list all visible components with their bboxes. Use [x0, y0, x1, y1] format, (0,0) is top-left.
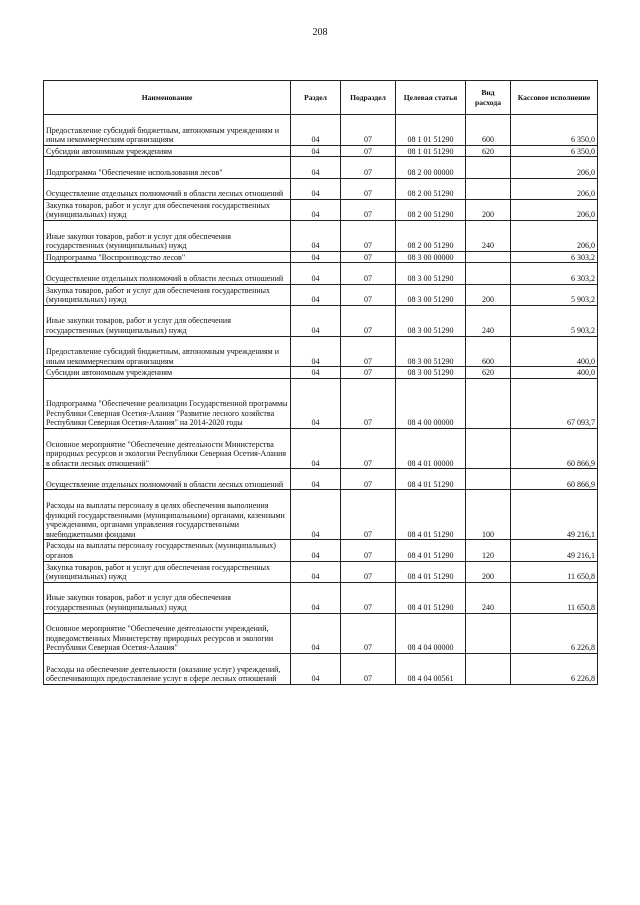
cell-cash: 11 650,8	[511, 582, 598, 613]
cell-expense: 240	[466, 582, 511, 613]
table-row	[44, 305, 598, 336]
cell-subsection: 07	[341, 582, 396, 613]
cell-subsection: 07	[341, 199, 396, 220]
cell-cash: 206,0	[511, 199, 598, 220]
table-row	[44, 367, 598, 379]
cell-section: 04	[291, 284, 341, 305]
cell-cash: 6 350,0	[511, 115, 598, 146]
cell-section: 04	[291, 490, 341, 540]
cell-subsection: 07	[341, 305, 396, 336]
cell-section: 04	[291, 145, 341, 157]
header-target: Целевая статья	[396, 81, 466, 115]
cell-target: 08 4 01 51290	[396, 469, 466, 490]
header-expense: Вид расхода	[466, 81, 511, 115]
cell-expense	[466, 428, 511, 468]
cell-target: 08 2 00 51290	[396, 178, 466, 199]
table-row	[44, 178, 598, 199]
cell-section: 04	[291, 613, 341, 653]
cell-expense: 200	[466, 199, 511, 220]
cell-subsection: 07	[341, 654, 396, 685]
table-row	[44, 469, 598, 490]
cell-subsection: 07	[341, 263, 396, 284]
cell-name: Предоставление субсидий бюджетным, автономным учреждениям и иным некоммерческим организациям	[44, 336, 291, 367]
cell-name: Закупка товаров, работ и услуг для обеспечения государственных (муниципальных) нужд	[44, 199, 291, 220]
cell-subsection: 07	[341, 613, 396, 653]
cell-subsection: 07	[341, 284, 396, 305]
cell-cash: 49 216,1	[511, 490, 598, 540]
cell-subsection: 07	[341, 336, 396, 367]
table-row	[44, 561, 598, 582]
cell-subsection: 07	[341, 367, 396, 379]
cell-expense	[466, 378, 511, 428]
cell-cash: 6 226,8	[511, 654, 598, 685]
cell-target: 08 2 00 00000	[396, 157, 466, 178]
cell-target: 08 2 00 51290	[396, 199, 466, 220]
cell-cash: 206,0	[511, 157, 598, 178]
cell-name: Предоставление субсидий бюджетным, автономным учреждениям и иным некоммерческим организациям	[44, 115, 291, 146]
cell-name: Осуществление отдельных полномочий в области лесных отношений	[44, 469, 291, 490]
table-row	[44, 582, 598, 613]
cell-name: Иные закупки товаров, работ и услуг для обеспечения государственных (муниципальных) нужд	[44, 220, 291, 251]
cell-cash: 400,0	[511, 336, 598, 367]
cell-cash: 206,0	[511, 178, 598, 199]
header-section: Раздел	[291, 81, 341, 115]
cell-cash: 5 903,2	[511, 284, 598, 305]
cell-subsection: 07	[341, 428, 396, 468]
cell-name: Закупка товаров, работ и услуг для обеспечения государственных (муниципальных) нужд	[44, 284, 291, 305]
cell-target: 08 3 00 51290	[396, 284, 466, 305]
cell-expense: 620	[466, 367, 511, 379]
cell-name: Осуществление отдельных полномочий в области лесных отношений	[44, 178, 291, 199]
cell-cash: 6 303,2	[511, 263, 598, 284]
table-row	[44, 199, 598, 220]
table-row	[44, 490, 598, 540]
cell-target: 08 3 00 51290	[396, 263, 466, 284]
cell-subsection: 07	[341, 178, 396, 199]
cell-section: 04	[291, 263, 341, 284]
cell-target: 08 4 01 51290	[396, 582, 466, 613]
header-name: Наименование	[44, 81, 291, 115]
cell-target: 08 4 01 51290	[396, 561, 466, 582]
cell-expense: 200	[466, 284, 511, 305]
cell-subsection: 07	[341, 490, 396, 540]
cell-section: 04	[291, 428, 341, 468]
cell-expense: 620	[466, 145, 511, 157]
cell-name: Расходы на выплаты персоналу государственных (муниципальных) органов	[44, 540, 291, 561]
cell-expense	[466, 251, 511, 263]
cell-cash: 60 866,9	[511, 469, 598, 490]
cell-expense	[466, 613, 511, 653]
table-row	[44, 157, 598, 178]
cell-name: Основное мероприятие "Обеспечение деятельности Министерства природных ресурсов и экологии Республики Северная Осетия-Алания в области лесных отношений"	[44, 428, 291, 468]
cell-target: 08 4 00 00000	[396, 378, 466, 428]
cell-target: 08 4 01 00000	[396, 428, 466, 468]
cell-name: Расходы на обеспечение деятельности (оказание услуг) учреждений, обеспечивающих предоставление услуг в сфере лесных отношений	[44, 654, 291, 685]
cell-target: 08 4 01 51290	[396, 490, 466, 540]
cell-expense: 100	[466, 490, 511, 540]
cell-section: 04	[291, 220, 341, 251]
cell-cash: 206,0	[511, 220, 598, 251]
cell-section: 04	[291, 378, 341, 428]
cell-cash: 6 350,0	[511, 145, 598, 157]
cell-expense	[466, 178, 511, 199]
cell-section: 04	[291, 199, 341, 220]
cell-name: Подпрограмма "Обеспечение реализации Государственной программы Республики Северная Осетия-Алания "Развитие лесного хозяйства Республики Северная Осетия-Алания" на 2014-2020 годы	[44, 378, 291, 428]
table-row	[44, 613, 598, 653]
cell-section: 04	[291, 336, 341, 367]
cell-expense: 120	[466, 540, 511, 561]
cell-target: 08 3 00 51290	[396, 367, 466, 379]
cell-name: Подпрограмма "Воспроизводство лесов"	[44, 251, 291, 263]
table-header-row	[44, 81, 598, 115]
cell-subsection: 07	[341, 378, 396, 428]
cell-section: 04	[291, 469, 341, 490]
cell-name: Закупка товаров, работ и услуг для обеспечения государственных (муниципальных) нужд	[44, 561, 291, 582]
cell-name: Основное мероприятие "Обеспечение деятельности учреждений, подведомственных Министерству природных ресурсов и экологии Республики Северная Осетия-Алания"	[44, 613, 291, 653]
cell-section: 04	[291, 115, 341, 146]
cell-subsection: 07	[341, 561, 396, 582]
cell-subsection: 07	[341, 540, 396, 561]
cell-target: 08 3 00 51290	[396, 305, 466, 336]
cell-expense	[466, 157, 511, 178]
cell-subsection: 07	[341, 145, 396, 157]
table-row	[44, 115, 598, 146]
cell-target: 08 1 01 51290	[396, 145, 466, 157]
table-row	[44, 251, 598, 263]
cell-cash: 400,0	[511, 367, 598, 379]
cell-expense	[466, 263, 511, 284]
cell-name: Расходы на выплаты персоналу в целях обеспечения выполнения функций государственными (муниципальными) органами, казенными учреждениями, органами управления государственными внебюджетными фондами	[44, 490, 291, 540]
cell-target: 08 2 00 51290	[396, 220, 466, 251]
cell-section: 04	[291, 251, 341, 263]
table-row	[44, 263, 598, 284]
cell-expense: 200	[466, 561, 511, 582]
cell-name: Иные закупки товаров, работ и услуг для обеспечения государственных (муниципальных) нужд	[44, 582, 291, 613]
cell-expense: 600	[466, 115, 511, 146]
table-row	[44, 336, 598, 367]
cell-target: 08 4 01 51290	[396, 540, 466, 561]
table-row	[44, 654, 598, 685]
cell-target: 08 3 00 00000	[396, 251, 466, 263]
cell-cash: 67 093,7	[511, 378, 598, 428]
table-row	[44, 220, 598, 251]
cell-name: Субсидии автономным учреждениям	[44, 145, 291, 157]
cell-target: 08 1 01 51290	[396, 115, 466, 146]
cell-section: 04	[291, 178, 341, 199]
cell-target: 08 3 00 51290	[396, 336, 466, 367]
budget-table	[43, 80, 598, 685]
cell-section: 04	[291, 157, 341, 178]
cell-name: Подпрограмма "Обеспечение использования лесов"	[44, 157, 291, 178]
cell-cash: 6 303,2	[511, 251, 598, 263]
cell-subsection: 07	[341, 157, 396, 178]
cell-expense: 600	[466, 336, 511, 367]
table-row	[44, 378, 598, 428]
cell-subsection: 07	[341, 251, 396, 263]
cell-name: Осуществление отдельных полномочий в области лесных отношений	[44, 263, 291, 284]
cell-section: 04	[291, 367, 341, 379]
header-cash: Кассовое исполнение	[511, 81, 598, 115]
header-subsection: Подраздел	[341, 81, 396, 115]
cell-expense: 240	[466, 305, 511, 336]
cell-name: Иные закупки товаров, работ и услуг для обеспечения государственных (муниципальных) нужд	[44, 305, 291, 336]
cell-cash: 60 866,9	[511, 428, 598, 468]
cell-target: 08 4 04 00561	[396, 654, 466, 685]
cell-expense	[466, 654, 511, 685]
cell-section: 04	[291, 561, 341, 582]
cell-subsection: 07	[341, 115, 396, 146]
cell-expense: 240	[466, 220, 511, 251]
cell-section: 04	[291, 582, 341, 613]
cell-subsection: 07	[341, 469, 396, 490]
cell-cash: 11 650,8	[511, 561, 598, 582]
cell-section: 04	[291, 305, 341, 336]
cell-section: 04	[291, 654, 341, 685]
cell-expense	[466, 469, 511, 490]
table-body	[44, 115, 598, 685]
page-number: 208	[312, 27, 328, 38]
table-row	[44, 145, 598, 157]
table-row	[44, 540, 598, 561]
cell-name: Субсидии автономным учреждениям	[44, 367, 291, 379]
cell-target: 08 4 04 00000	[396, 613, 466, 653]
table-row	[44, 284, 598, 305]
cell-subsection: 07	[341, 220, 396, 251]
cell-cash: 6 226,8	[511, 613, 598, 653]
table-row	[44, 428, 598, 468]
cell-cash: 5 903,2	[511, 305, 598, 336]
cell-cash: 49 216,1	[511, 540, 598, 561]
cell-section: 04	[291, 540, 341, 561]
